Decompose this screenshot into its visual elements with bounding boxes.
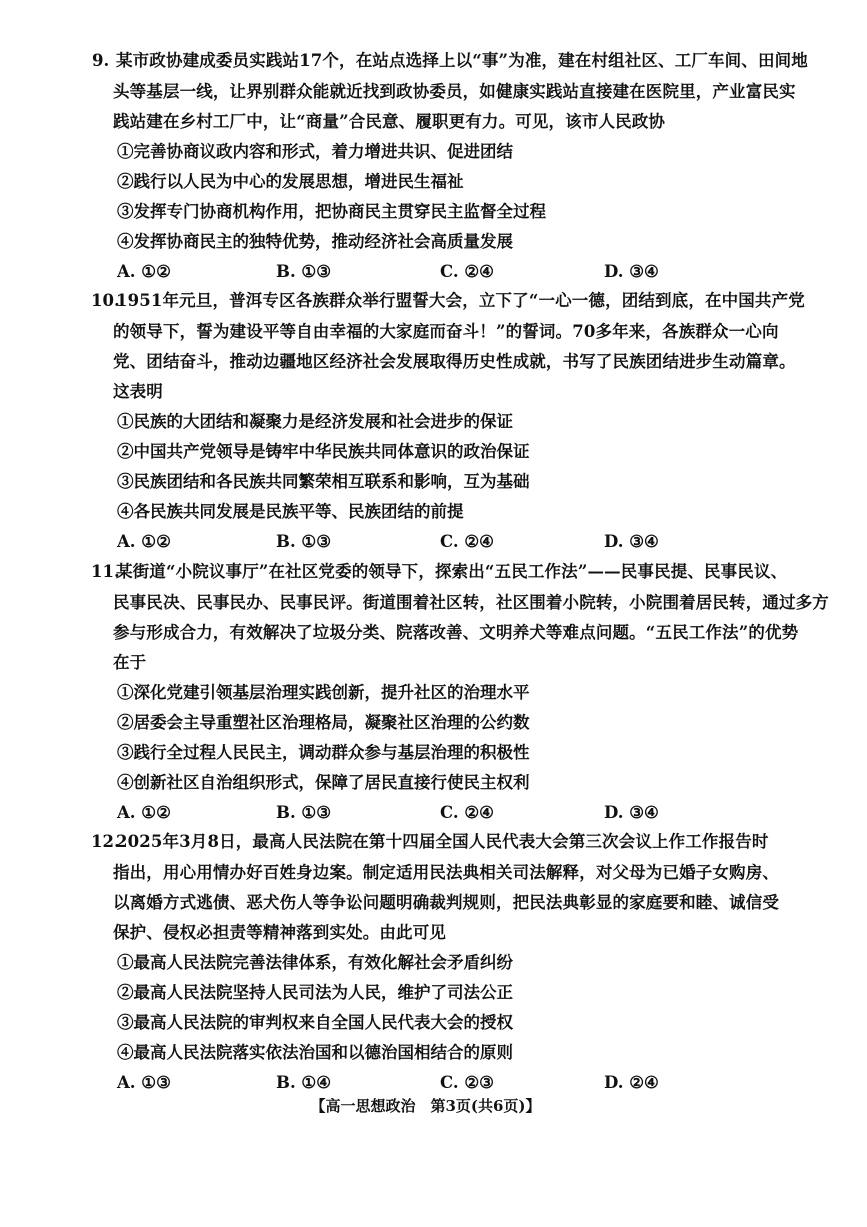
choice-a: A. ①③: [117, 1073, 171, 1092]
choice-d: D. ③④: [604, 532, 659, 551]
choice-d: D. ③④: [604, 803, 659, 822]
statement-option-4: ④各民族共同发展是民族平等、民族团结的前提: [117, 502, 464, 521]
choice-c: C. ②③: [440, 1073, 494, 1092]
statement-option-4: ④发挥协商民主的独特优势，推动经济社会高质量发展: [117, 232, 513, 251]
choice-b: B. ①③: [276, 262, 332, 281]
choice-a: A. ①②: [117, 803, 171, 822]
statement-option-3: ③发挥专门协商机构作用，把协商民主贯穿民主监督全过程: [117, 202, 546, 221]
question-number: 12.: [91, 832, 120, 851]
choice-a: A. ①②: [117, 262, 171, 281]
question-number: 11.: [91, 562, 120, 581]
statement-option-1: ①民族的大团结和凝聚力是经济发展和社会进步的保证: [117, 412, 513, 431]
statement-option-1: ①完善协商议政内容和形式，着力增进共识、促进团结: [117, 142, 513, 161]
statement-option-2: ②中国共产党领导是铸牢中华民族共同体意识的政治保证: [117, 442, 530, 461]
statement-option-2: ②最高人民法院坚持人民司法为人民，维护了司法公正: [117, 983, 513, 1002]
question-stem-line: 践站建在乡村工厂中，让“商量”合民意、履职更有力。可见，该市人民政协: [113, 112, 666, 131]
question-number: 9.: [92, 51, 110, 70]
question-stem-line: 某街道“小院议事厅”在社区党委的领导下，探索出“五民工作法”——民事民提、民事民议、: [116, 562, 788, 581]
answer-choices: [0, 527, 867, 557]
question-stem-line: 党、团结奋斗，推动边疆地区经济社会发展取得历史性成就，书写了民族团结进步生动篇章。: [113, 352, 796, 371]
footer-text: 【高一思想政治 第3页(共6页)】: [310, 1097, 541, 1115]
statement-option-3: ③民族团结和各民族共同繁荣相互联系和影响，互为基础: [117, 472, 530, 491]
choice-d: D. ②④: [604, 1073, 659, 1092]
question-stem-line: 1951年元旦，普洱专区各族群众举行盟誓大会，立下了“一心一德，团结到底，在中国共产党: [116, 291, 805, 310]
choice-c: C. ②④: [440, 803, 494, 822]
statement-option-1: ①最高人民法院完善法律体系，有效化解社会矛盾纠纷: [117, 953, 513, 972]
page-footer: [0, 1093, 867, 1119]
statement-option-3: ③最高人民法院的审判权来自全国人民代表大会的授权: [117, 1013, 513, 1032]
choice-c: C. ②④: [440, 532, 494, 551]
statement-option-2: ②践行以人民为中心的发展思想，增进民生福祉: [117, 172, 464, 191]
question-number: 10.: [91, 291, 120, 310]
statement-option-4: ④最高人民法院落实依法治国和以德治国相结合的原则: [117, 1043, 513, 1062]
question-stem-line: 指出，用心用情办好百姓身边案。制定适用民法典相关司法解释，对父母为已婚子女购房、: [113, 863, 779, 882]
choice-b: B. ①③: [276, 532, 332, 551]
choice-b: B. ①④: [276, 1073, 332, 1092]
question-stem-line: 民事民决、民事民办、民事民评。街道围着社区转，社区围着小院转，小院围着居民转，通过多方: [113, 593, 829, 612]
question-stem-line: 2025年3月8日，最高人民法院在第十四届全国人民代表大会第三次会议上作工作报告时: [116, 832, 769, 851]
answer-choices: [0, 257, 867, 287]
choice-c: C. ②④: [440, 262, 494, 281]
choice-a: A. ①②: [117, 532, 171, 551]
question-stem-line: 头等基层一线，让界别群众能就近找到政协委员，如健康实践站直接建在医院里，产业富民实: [113, 82, 796, 101]
answer-choices: [0, 798, 867, 828]
question-stem-line: 保护、侵权必担责等精神落到实处。由此可见: [113, 923, 446, 942]
statement-option-1: ①深化党建引领基层治理实践创新，提升社区的治理水平: [117, 683, 530, 702]
choice-d: D. ③④: [604, 262, 659, 281]
statement-option-2: ②居委会主导重塑社区治理格局，凝聚社区治理的公约数: [117, 713, 530, 732]
question-stem-line: 以离婚方式逃债、恶犬伤人等争讼问题明确裁判规则，把民法典彰显的家庭要和睦、诚信受: [113, 893, 779, 912]
choice-b: B. ①③: [276, 803, 332, 822]
statement-option-3: ③践行全过程人民民主，调动群众参与基层治理的积极性: [117, 743, 530, 762]
question-stem-line: 在于: [113, 653, 147, 672]
question-stem-line: 参与形成合力，有效解决了垃圾分类、院落改善、文明养犬等难点问题。“五民工作法”的优势: [113, 623, 799, 642]
question-stem-line: 某市政协建成委员实践站17个，在站点选择上以“事”为准，建在村组社区、工厂车间、田间地: [116, 51, 808, 70]
statement-option-4: ④创新社区自治组织形式，保障了居民直接行使民主权利: [117, 773, 530, 792]
question-stem-line: 的领导下，誓为建设平等自由幸福的大家庭而奋斗！”的誓词。70多年来，各族群众一心向: [113, 322, 779, 341]
question-stem-line: 这表明: [113, 382, 163, 401]
